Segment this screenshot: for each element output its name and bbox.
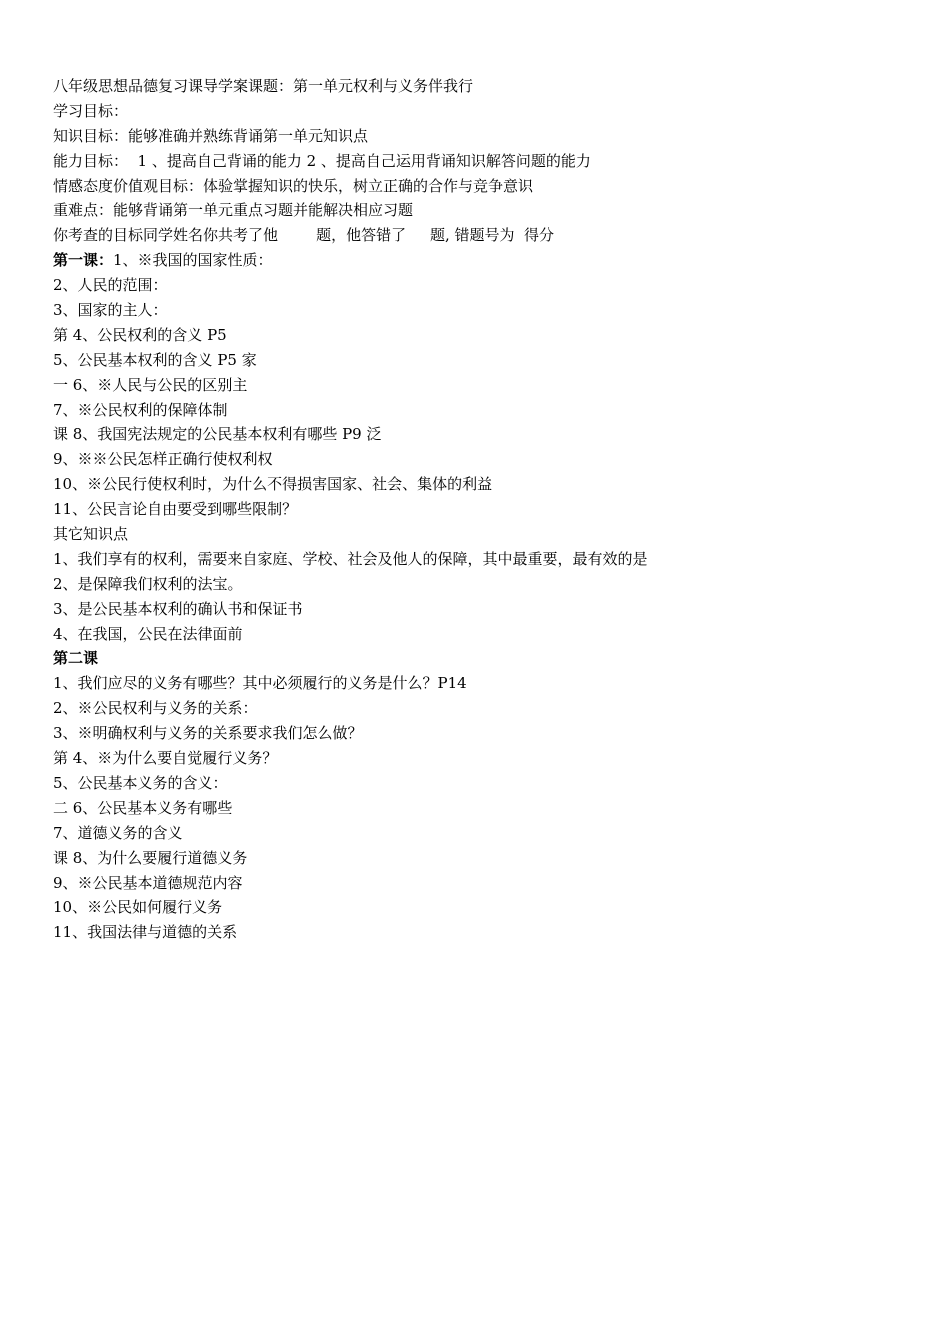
doc-line [53,99,913,124]
text-line: 7、※公民权利的保障体制 [53,400,228,419]
doc-line [53,597,913,622]
text-line: 重难点：能够背诵第一单元重点习题并能解决相应习题 [53,201,414,220]
doc-line [53,796,913,821]
lesson-heading: 第一课： [53,251,114,270]
text-line: 一 6、※人民与公民的区别主 [53,375,248,394]
doc-line [53,721,913,746]
doc-line [53,771,913,796]
text-line: 其它知识点 [53,525,129,544]
text-line: 1、※我国的国家性质： [113,251,273,270]
doc-line [53,547,913,572]
doc-line [53,846,913,871]
doc-line [53,298,913,323]
text-line: 知识目标：能够准确并熟练背诵第一单元知识点 [53,126,369,145]
text-line: 能力目标： 1 、提高自己背诵的能力 2 、提高自己运用背诵知识解答问题的能力 [53,151,591,170]
doc-line [53,174,913,199]
text-line: 11、公民言论自由要受到哪些限制？ [53,500,298,519]
text-line: 情感态度价值观目标：体验掌握知识的快乐，树立正确的合作与竞争意识 [53,176,534,195]
doc-line [53,920,913,945]
text-line: 10、※公民如何履行义务 [53,898,223,917]
text-line: 7、道德义务的含义 [53,823,183,842]
text-line: 9、※公民基本道德规范内容 [53,873,243,892]
text-line: 1、我们应尽的义务有哪些？其中必须履行的义务是什么？P14 [53,674,467,693]
text-line: 5、公民基本权利的含义 P5 家 [53,350,257,369]
text-line: 4、在我国，公民在法律面前 [53,624,243,643]
text-line: 2、人民的范围： [53,276,168,295]
text-line: 10、※公民行使权利时，为什么不得损害国家、社会、集体的利益 [53,475,493,494]
doc-line [53,746,913,771]
doc-line [53,373,913,398]
text-line: 1、我们享有的权利，需要来自家庭、学校、社会及他人的保障，其中最重要，最有效的是 [53,549,648,568]
text-line: 课 8、为什么要履行道德义务 [53,848,248,867]
doc-line [53,198,913,223]
text-line: 学习目标： [53,101,129,120]
doc-line [53,447,913,472]
document-body [53,74,913,945]
text-line: 2、※公民权利与义务的关系： [53,699,258,718]
doc-title [53,74,913,99]
doc-line [53,871,913,896]
doc-line [53,149,913,174]
text-line: 3、※明确权利与义务的关系要求我们怎么做？ [53,724,363,743]
text-line: 11、我国法律与道德的关系 [53,923,238,942]
doc-line [53,273,913,298]
doc-line [53,422,913,447]
doc-line [53,124,913,149]
text-line: 3、是公民基本权利的确认书和保证书 [53,599,303,618]
text-line: 5、公民基本义务的含义： [53,773,228,792]
doc-line [53,572,913,597]
doc-line [53,348,913,373]
doc-line [53,497,913,522]
doc-line [53,472,913,497]
doc-line [53,223,913,248]
doc-line [53,895,913,920]
text-line: 第 4、※为什么要自觉履行义务？ [53,749,278,768]
text-line: 9、※※公民怎样正确行使权利权 [53,450,273,469]
text-line: 八年级思想品德复习课导学案课题：第一单元权利与义务伴我行 [53,77,474,95]
doc-line [53,696,913,721]
text-line: 你考查的目标同学姓名你共考了他 题，他答错了 题, 错题号为 得分 [53,226,555,245]
lesson-two-heading-line [53,646,913,671]
text-line: 二 6、公民基本义务有哪些 [53,798,233,817]
text-line: 3、国家的主人： [53,301,168,320]
doc-line [53,821,913,846]
doc-line [53,622,913,647]
lesson-heading: 第二课 [53,649,99,668]
text-line: 2、是保障我们权利的法宝。 [53,574,243,593]
doc-line [53,671,913,696]
doc-line [53,398,913,423]
doc-line [53,522,913,547]
lesson-one-heading-line [53,248,913,273]
text-line: 课 8、我国宪法规定的公民基本权利有哪些 P9 泛 [53,425,382,444]
text-line: 第 4、公民权利的含义 P5 [53,325,227,344]
doc-line [53,323,913,348]
